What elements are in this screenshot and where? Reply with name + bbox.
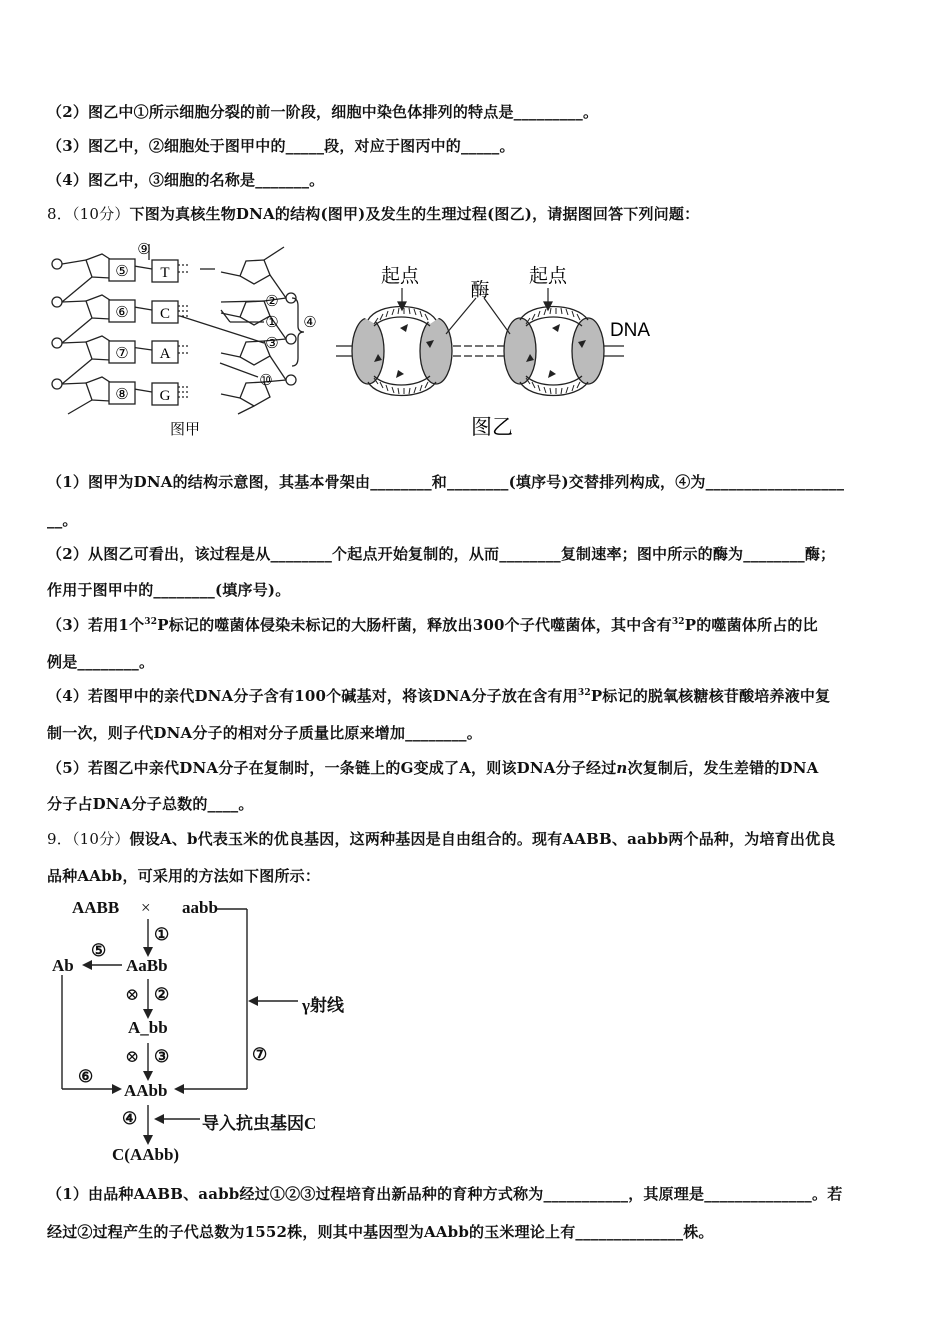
q8-part2a: （2）从图乙可看出，该过程是从________个起点开始复制的，从而________复制速率；图中所示的酶为________酶； bbox=[47, 545, 836, 563]
step-2: ② bbox=[154, 985, 170, 1004]
transgenic-C-AAbb: C(AAbb) bbox=[112, 1145, 180, 1164]
step-3: ③ bbox=[154, 1047, 170, 1066]
origin-left-label: 起点 bbox=[380, 265, 420, 287]
f2-A_bb: A_bb bbox=[128, 1018, 168, 1037]
base-num-6: ⑥ bbox=[115, 303, 129, 321]
q9-number: 9．（10分） bbox=[47, 830, 130, 848]
label-2: ② bbox=[265, 292, 279, 310]
cross-symbol: × bbox=[141, 898, 151, 917]
target-AAbb: AAbb bbox=[124, 1081, 168, 1100]
q8-part1b: __。 bbox=[47, 511, 78, 529]
caption-yi: 图乙 bbox=[471, 415, 513, 439]
base-G: G bbox=[159, 388, 171, 404]
q9-part1b: 经过②过程产生的子代总数为1552株，则其中基因型为AAbb的玉米理论上有______________株。 bbox=[47, 1223, 714, 1241]
figure-dna-structure bbox=[40, 232, 330, 447]
step-5: ⑤ bbox=[91, 941, 107, 960]
q8-part4b: 制一次，则子代DNA分子的相对分子质量比原来增加________。 bbox=[47, 724, 482, 742]
q8-part3a: （3）若用1个$^{32}$P标记的噬菌体侵染未标记的大肠杆菌，释放出300个子代噬菌体，其中含有$^{32}$P的噬菌体所占的比 bbox=[47, 616, 818, 634]
step-7: ⑦ bbox=[252, 1045, 268, 1064]
label-10: ⑩ bbox=[259, 371, 273, 389]
base-num-8: ⑧ bbox=[115, 385, 129, 403]
q8-stem-text: 下图为真核生物DNA的结构(图甲)及发生的生理过程(图乙)，请据图回答下列问题： bbox=[129, 205, 700, 223]
step-6: ⑥ bbox=[78, 1067, 94, 1086]
label-3: ③ bbox=[265, 334, 279, 352]
breeding-flowchart bbox=[40, 895, 380, 1175]
label-4: ④ bbox=[303, 313, 317, 331]
q7-part3: （3）图乙中，②细胞处于图甲中的_____段，对应于图丙中的_____。 bbox=[47, 137, 515, 155]
q9-stem-a: 9．（10分）假设A、b代表玉米的优良基因，这两种基因是自由组合的。现有AABB、aabb两个品种，为培育出优良 bbox=[47, 830, 836, 848]
self-symbol-2: ⊗ bbox=[125, 1047, 140, 1066]
gamma-ray-label: γ射线 bbox=[302, 996, 344, 1015]
step-4: ④ bbox=[122, 1109, 138, 1128]
base-C: C bbox=[159, 306, 171, 322]
origin-right-label: 起点 bbox=[528, 265, 568, 287]
q8-part4a: （4）若图甲中的亲代DNA分子含有100个碱基对，将该DNA分子放在含有用$^{32}$P标记的脱氧核糖核苷酸培养液中复 bbox=[47, 687, 831, 705]
q8-stem bbox=[47, 204, 699, 224]
self-symbol-1: ⊗ bbox=[125, 985, 140, 1004]
q8-part5b: 分子占DNA分子总数的____。 bbox=[47, 795, 254, 813]
caption-jia: 图甲 bbox=[169, 420, 201, 438]
q8-part3b: 例是________。 bbox=[47, 653, 155, 671]
q7-part4: （4）图乙中，③细胞的名称是_______。 bbox=[47, 171, 325, 189]
q8-part5a: （5）若图乙中亲代DNA分子在复制时，一条链上的G变成了A，则该DNA分子经过n次复制后，发生差错的DNA bbox=[47, 759, 819, 777]
enzyme-label: 酶 bbox=[470, 279, 490, 301]
base-T: T bbox=[160, 265, 170, 281]
f1-AaBb: AaBb bbox=[126, 956, 168, 975]
label-9: ⑨ bbox=[137, 240, 151, 258]
q9-part1a: （1）由品种AABB、aabb经过①②③过程培育出新品种的育种方式称为___________，其原理是______________。若 bbox=[47, 1185, 843, 1203]
q8-number: 8．（10分） bbox=[47, 205, 130, 223]
base-A: A bbox=[159, 346, 171, 362]
base-num-7: ⑦ bbox=[115, 344, 129, 362]
q9-stem-b: 品种AAbb，可采用的方法如下图所示： bbox=[47, 867, 321, 885]
parent-AABB: AABB bbox=[72, 898, 120, 917]
label-1: ① bbox=[265, 313, 279, 331]
gamete-Ab: Ab bbox=[52, 956, 74, 975]
q7-part2: （2）图乙中①所示细胞分裂的前一阶段，细胞中染色体排列的特点是_________。 bbox=[47, 103, 599, 121]
import-gene-label: 导入抗虫基因C bbox=[202, 1114, 317, 1133]
step-1: ① bbox=[154, 925, 170, 944]
q8-part2b: 作用于图甲中的________(填序号)。 bbox=[47, 581, 291, 599]
dna-label: DNA bbox=[609, 320, 651, 341]
parent-aabb: aabb bbox=[182, 898, 218, 917]
q8-part1a: （1）图甲为DNA的结构示意图，其基本骨架由________和________(填序号)交替排列构成，④为__________________ bbox=[47, 473, 845, 491]
base-num-5: ⑤ bbox=[115, 262, 129, 280]
figure-dna-replication bbox=[334, 258, 664, 448]
